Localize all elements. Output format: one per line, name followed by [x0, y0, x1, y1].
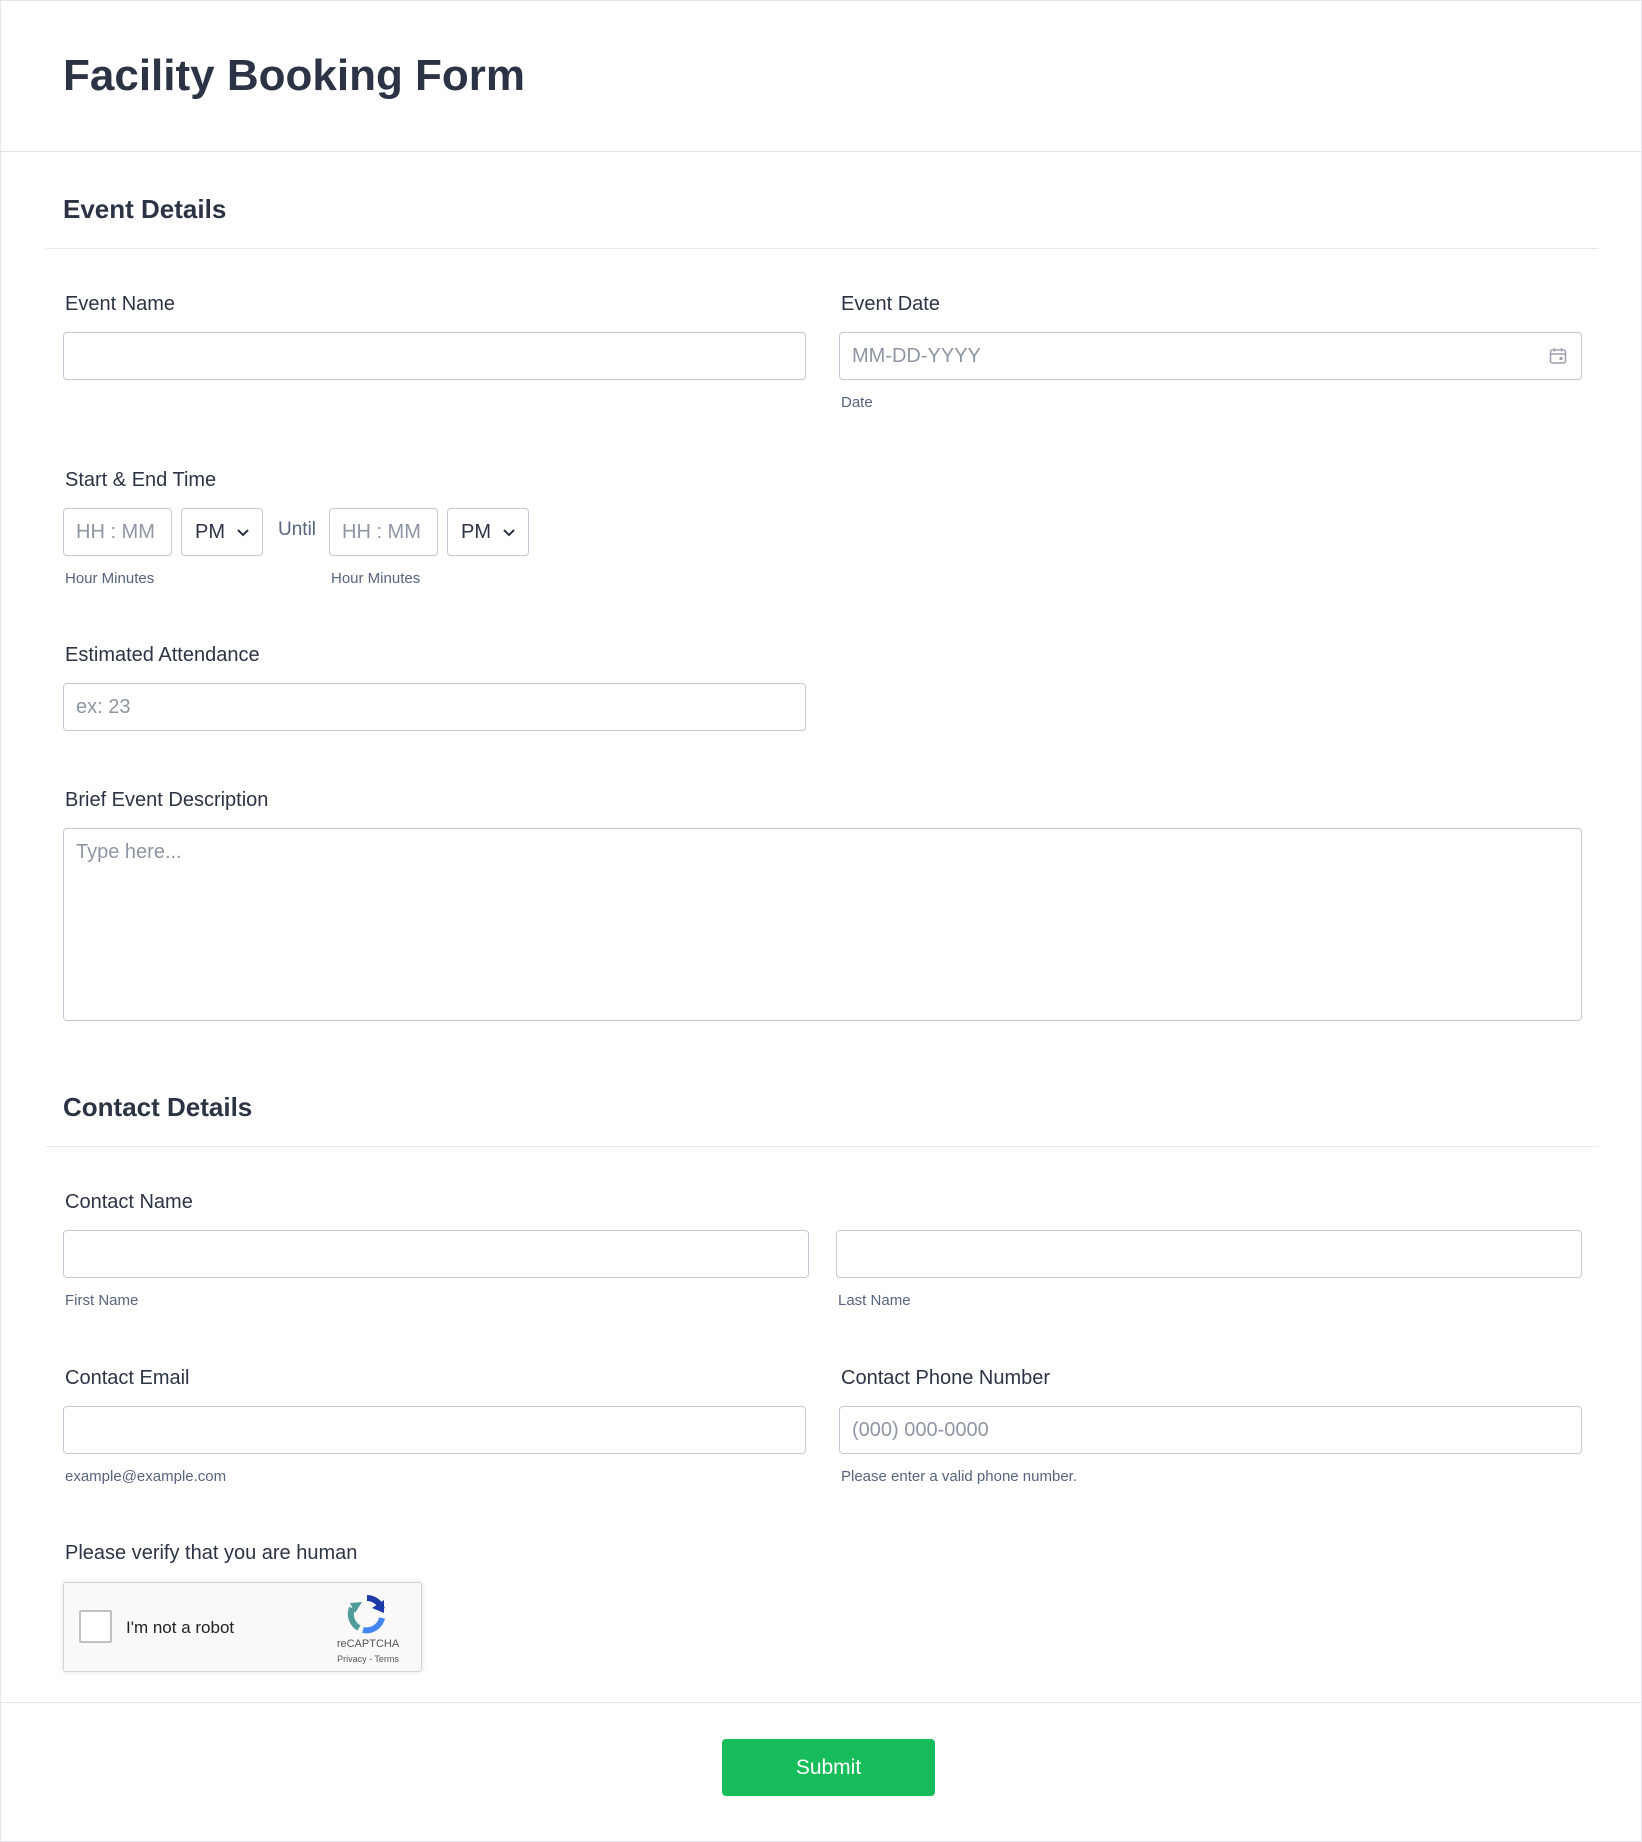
chevron-down-icon	[502, 528, 516, 537]
start-ampm-select[interactable]	[181, 508, 263, 556]
section-divider	[46, 248, 1598, 249]
captcha-checkbox-label: I'm not a robot	[126, 1618, 235, 1637]
last-name-sublabel: Last Name	[838, 1292, 911, 1309]
contact-phone-label: Contact Phone Number	[841, 1367, 1051, 1389]
recaptcha-brand: reCAPTCHA	[336, 1638, 400, 1650]
end-time-input[interactable]	[329, 508, 438, 556]
captcha-checkbox[interactable]	[79, 1610, 112, 1643]
time-label: Start & End Time	[65, 469, 217, 491]
chevron-down-icon	[236, 528, 250, 537]
first-name-input[interactable]	[63, 1230, 809, 1278]
start-time-input[interactable]	[63, 508, 172, 556]
attendance-input[interactable]	[63, 683, 806, 731]
section-title-event-details: Event Details	[63, 194, 227, 224]
event-date-label: Event Date	[841, 293, 940, 315]
event-name-input[interactable]	[63, 332, 806, 380]
phone-sublabel: Please enter a valid phone number.	[841, 1468, 1077, 1485]
end-ampm-value: PM	[461, 520, 491, 543]
end-ampm-select[interactable]	[447, 508, 529, 556]
header-divider	[1, 151, 1642, 152]
attendance-label: Estimated Attendance	[65, 644, 260, 666]
event-date-sublabel: Date	[841, 394, 873, 411]
until-text: Until	[278, 519, 317, 540]
description-textarea[interactable]	[63, 828, 1582, 1021]
footer-divider	[1, 1702, 1642, 1703]
contact-name-label: Contact Name	[65, 1191, 193, 1213]
event-date-input[interactable]	[839, 332, 1582, 380]
phone-field[interactable]	[839, 1406, 1582, 1454]
recaptcha-widget	[63, 1582, 422, 1672]
section-title-contact-details: Contact Details	[63, 1092, 253, 1122]
start-time-sublabel: Hour Minutes	[65, 570, 155, 587]
end-time-sublabel: Hour Minutes	[331, 570, 421, 587]
start-ampm-value: PM	[195, 520, 225, 543]
event-name-label: Event Name	[65, 293, 176, 315]
last-name-input[interactable]	[836, 1230, 1582, 1278]
recaptcha-links[interactable]: Privacy - Terms	[337, 1654, 399, 1664]
section-divider	[46, 1146, 1598, 1147]
submit-button[interactable]: Submit	[722, 1739, 935, 1796]
contact-email-label: Contact Email	[65, 1367, 190, 1389]
recaptcha-logo-icon	[347, 1594, 387, 1639]
first-name-sublabel: First Name	[65, 1292, 139, 1309]
captcha-label: Please verify that you are human	[65, 1542, 358, 1564]
page-title: Facility Booking Form	[63, 51, 526, 100]
email-sublabel: example@example.com	[65, 1468, 227, 1485]
calendar-icon[interactable]	[1549, 347, 1567, 370]
description-label: Brief Event Description	[65, 789, 269, 811]
email-field[interactable]	[63, 1406, 806, 1454]
